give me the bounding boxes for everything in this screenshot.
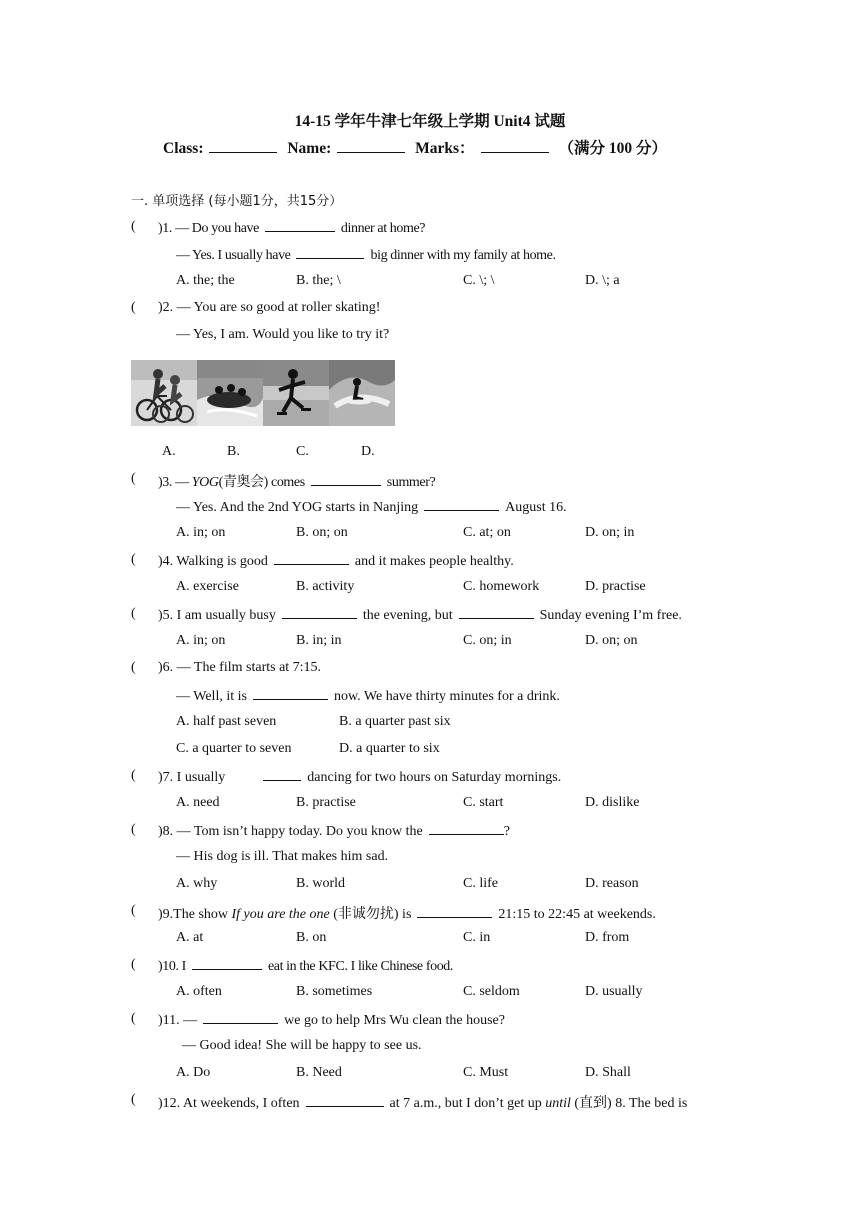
- question-9: [158, 903, 656, 923]
- question-text: — You are so good at roller skating!: [176, 300, 381, 315]
- question-text: —: [175, 475, 192, 490]
- question-1-line2: [176, 246, 556, 264]
- question-text: dinner at home?: [340, 221, 426, 236]
- option-d[interactable]: D. practise: [585, 579, 646, 594]
- question-text: — Well, it is: [176, 689, 247, 704]
- option-d[interactable]: D. from: [585, 930, 630, 945]
- question-number: )4.: [158, 554, 174, 569]
- answer-paren[interactable]: (: [131, 957, 136, 972]
- question-text: I: [181, 959, 186, 974]
- surfing-photo: [329, 360, 395, 426]
- option-d[interactable]: D. \; a: [585, 273, 620, 288]
- option-d[interactable]: D. usually: [585, 984, 643, 999]
- answer-paren[interactable]: (: [131, 219, 136, 234]
- question-text: the evening, but: [362, 608, 453, 623]
- question-number: )8.: [158, 824, 174, 839]
- option-a[interactable]: A. why: [176, 876, 218, 891]
- section-heading: 一. 单项选择 (每小题1分，共15分）: [131, 194, 343, 209]
- question-text: — Tom isn’t happy today. Do you know the: [176, 824, 423, 839]
- option-c[interactable]: C.: [296, 444, 309, 459]
- question-text: I usually: [176, 770, 226, 785]
- answer-blank[interactable]: [429, 822, 504, 835]
- option-c[interactable]: C. Must: [463, 1065, 509, 1080]
- option-a[interactable]: A. at: [176, 930, 204, 945]
- option-a[interactable]: A. in; on: [176, 525, 226, 540]
- question-12: [158, 1092, 687, 1112]
- answer-paren[interactable]: (: [131, 903, 136, 918]
- roller-skating-photo: [263, 360, 329, 426]
- question-number: )10.: [158, 959, 179, 974]
- question-text: — Yes. And the 2nd YOG starts in Nanjing: [176, 500, 419, 515]
- option-d[interactable]: D. dislike: [585, 795, 640, 810]
- name-label: Name:: [287, 140, 332, 157]
- option-a[interactable]: A. often: [176, 984, 222, 999]
- question-number: )5.: [158, 608, 174, 623]
- question-5: [158, 606, 682, 624]
- option-b[interactable]: B. Need: [296, 1065, 342, 1080]
- question-2-line2: — Yes, I am. Would you like to try it?: [176, 327, 390, 342]
- answer-blank[interactable]: [296, 246, 364, 259]
- question-3-line2: [176, 498, 567, 516]
- question-text: Sunday evening I’m free.: [539, 608, 682, 623]
- option-b[interactable]: B. practise: [296, 795, 356, 810]
- class-label: Class:: [163, 140, 204, 157]
- answer-blank[interactable]: [192, 957, 262, 970]
- question-number: )7.: [158, 770, 174, 785]
- option-c[interactable]: C. in: [463, 930, 491, 945]
- option-c[interactable]: C. on; in: [463, 633, 512, 648]
- question-11-line2: — Good idea! She will be happy to see us.: [182, 1038, 422, 1053]
- option-a[interactable]: A. need: [176, 795, 220, 810]
- name-blank[interactable]: [337, 138, 405, 153]
- question-text: summer?: [386, 475, 436, 490]
- question-3: [158, 471, 435, 491]
- option-a[interactable]: A. half past seven: [176, 714, 277, 729]
- answer-paren[interactable]: (: [131, 660, 136, 675]
- option-c[interactable]: C. life: [463, 876, 498, 891]
- option-b[interactable]: B. on; on: [296, 525, 348, 540]
- question-text: — Do you have: [175, 221, 259, 236]
- question-8: [158, 822, 510, 840]
- question-text: now. We have thirty minutes for a drink.: [333, 689, 560, 704]
- option-d[interactable]: D.: [361, 444, 375, 459]
- option-b[interactable]: B. in; in: [296, 633, 342, 648]
- question-text: and it makes people healthy.: [354, 554, 514, 569]
- question-text: (直到) 8. The bed is: [570, 1096, 688, 1111]
- question-text: —: [183, 1013, 198, 1028]
- option-b[interactable]: B. the; \: [296, 273, 341, 288]
- option-d[interactable]: D. on; on: [585, 633, 638, 648]
- option-c[interactable]: C. at; on: [463, 525, 511, 540]
- question-number: )11.: [158, 1013, 180, 1028]
- question-6: [158, 660, 321, 676]
- question-text-italic: until: [545, 1096, 571, 1111]
- question-text: August 16.: [505, 500, 567, 515]
- question-text: At weekends, I often: [182, 1096, 300, 1111]
- question-text: 21:15 to 22:45 at weekends.: [498, 907, 656, 922]
- answer-paren[interactable]: (: [131, 606, 136, 621]
- answer-blank[interactable]: [424, 498, 499, 511]
- option-b[interactable]: B.: [227, 444, 240, 459]
- question-text: (青奥会) comes: [218, 475, 305, 490]
- option-d[interactable]: D. a quarter to six: [339, 741, 440, 756]
- answer-paren[interactable]: (: [131, 300, 136, 315]
- option-a[interactable]: A.: [162, 444, 176, 459]
- question-number: )9.: [158, 907, 174, 922]
- question-11: [158, 1011, 505, 1029]
- question-1: [158, 219, 425, 237]
- question-8-line2: — His dog is ill. That makes him sad.: [176, 849, 389, 864]
- answer-blank[interactable]: [417, 905, 492, 918]
- option-c[interactable]: C. start: [463, 795, 504, 810]
- answer-paren[interactable]: (: [131, 1092, 136, 1107]
- option-b[interactable]: B. world: [296, 876, 345, 891]
- question-text: big dinner with my family at home.: [370, 248, 556, 263]
- question-text: we go to help Mrs Wu clean the house?: [284, 1013, 505, 1028]
- option-c[interactable]: C. homework: [463, 579, 540, 594]
- option-d[interactable]: D. Shall: [585, 1065, 631, 1080]
- question-text: ?: [503, 824, 510, 839]
- option-a[interactable]: A. exercise: [176, 579, 239, 594]
- option-b[interactable]: B. on: [296, 930, 327, 945]
- answer-blank[interactable]: [311, 473, 381, 486]
- option-d[interactable]: D. reason: [585, 876, 639, 891]
- question-text: (非诚勿扰) is: [329, 907, 412, 922]
- question-2: [158, 300, 380, 316]
- question-text: dancing for two hours on Saturday mornings.: [307, 770, 562, 785]
- answer-blank[interactable]: [203, 1011, 278, 1024]
- question-text: The show: [173, 907, 232, 922]
- answer-blank[interactable]: [306, 1094, 384, 1107]
- class-blank[interactable]: [209, 138, 277, 153]
- answer-blank[interactable]: [274, 552, 349, 565]
- answer-blank[interactable]: [263, 768, 301, 781]
- option-b[interactable]: B. activity: [296, 579, 355, 594]
- option-b[interactable]: B. a quarter past six: [339, 714, 451, 729]
- option-c[interactable]: C. a quarter to seven: [176, 741, 292, 756]
- option-c[interactable]: C. seldom: [463, 984, 520, 999]
- question-6-line2: [176, 687, 560, 705]
- question-number: )1.: [158, 221, 172, 236]
- full-marks-note: （满分 100 分）: [558, 140, 667, 157]
- answer-paren[interactable]: (: [131, 822, 136, 837]
- answer-paren[interactable]: (: [131, 552, 136, 567]
- answer-blank[interactable]: [282, 606, 357, 619]
- answer-paren[interactable]: (: [131, 768, 136, 783]
- question-text: eat in the KFC. I like Chinese food.: [267, 959, 454, 974]
- question-4: [158, 552, 514, 570]
- question-number: )12.: [158, 1096, 181, 1111]
- option-d[interactable]: D. on; in: [585, 525, 635, 540]
- answer-blank[interactable]: [459, 606, 534, 619]
- sport-images: [131, 360, 395, 426]
- question-7: [158, 768, 561, 786]
- question-10: [158, 957, 453, 975]
- answer-blank[interactable]: [253, 687, 328, 700]
- question-text: Walking is good: [176, 554, 268, 569]
- marks-blank[interactable]: [481, 138, 549, 153]
- question-text: I am usually busy: [176, 608, 276, 623]
- question-text-italic: If you are the one: [231, 907, 330, 922]
- answer-blank[interactable]: [265, 219, 335, 232]
- option-a[interactable]: A. the; the: [176, 273, 235, 288]
- option-b[interactable]: B. sometimes: [296, 984, 373, 999]
- question-number: )2.: [158, 300, 174, 315]
- option-a[interactable]: A. Do: [176, 1065, 211, 1080]
- question-number: )6.: [158, 660, 174, 675]
- question-text-italic: YOG: [191, 475, 219, 490]
- student-info-row: [163, 136, 667, 158]
- option-a[interactable]: A. in; on: [176, 633, 226, 648]
- question-text: at 7 a.m., but I don’t get up: [389, 1096, 546, 1111]
- answer-paren[interactable]: (: [131, 1011, 136, 1026]
- page-title: 14-15 学年牛津七年级上学期 Unit4 试题: [294, 113, 566, 130]
- cycling-photo: [131, 360, 197, 426]
- answer-paren[interactable]: (: [131, 471, 136, 486]
- marks-label: Marks：: [415, 140, 475, 157]
- option-c[interactable]: C. \; \: [463, 273, 495, 288]
- question-number: )3.: [158, 475, 172, 490]
- question-text: — Yes. I usually have: [176, 248, 291, 263]
- question-text: — The film starts at 7:15.: [176, 660, 322, 675]
- rafting-photo: [197, 360, 263, 426]
